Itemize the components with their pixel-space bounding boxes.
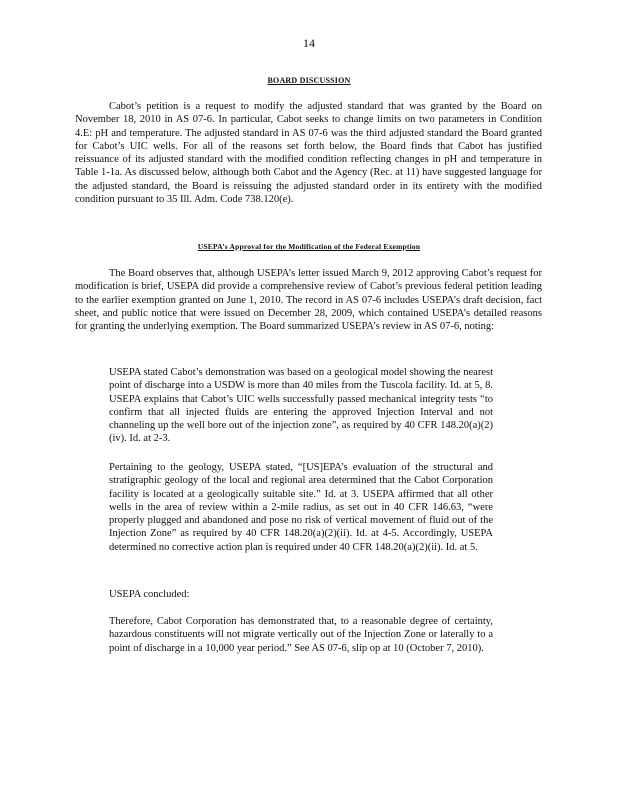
paragraph-usepa-review: The Board observes that, although USEPA’s letter issued March 9, 2012 approving Cabot’s request for modification is brief, USEPA did provide a comprehensive review of Cabot’s previous federal petition leading to the earlier exemption granted on June 1, 2010. The record in AS 07-6 includes USEPA’s draft decision, fact sheet, and public notice that were issued on December 28, 2009, which contained USEPA’s detailed reasons for granting the underlying exemption. The Board summarized USEPA’s review in AS 07-6, noting: (75, 268, 542, 333)
block-quote-demonstration: USEPA stated Cabot’s demonstration was based on a geological model showing the nearest point of discharge into a USDW is more than 40 miles from the Tuscola facility. Id. at 5, 8. USEPA explains that Cabot’s UIC wells successfully passed mechanical integrity tests “to confirm that all injected fluids are entering the approved Injection Interval and not channeling up the well bore out of the injection zone”, as required by 40 CFR 148.20(a)(2)(iv). Id. at 2-3. (109, 367, 493, 445)
block-quote-geology: Pertaining to the geology, USEPA stated, “[US]EPA’s evaluation of the structural and stratigraphic geology of the local and regional area determined that the Cabot Corporation facility is located at a geologically suitable site.” Id. at 3. USEPA affirmed that all other wells in the area of review within a 2-mile radius, as set out in 40 CFR 146.63, “were properly plugged and abandoned and pose no risk of vertical movement of fluid out of the Injection Zone” as required by 40 CFR 148.20(a)(2)(ii). Id. at 4-5. Accordingly, USEPA determined no corrective action plan is required under 40 CFR 148.20(a)(2)(ii). Id. at 5. (109, 462, 493, 553)
block-quote-conclusion: Therefore, Cabot Corporation has demonstrated that, to a reasonable degree of certainty, hazardous constituents will not migrate vertically out of the Injection Zone or laterally to a point of discharge in a 10,000 year period.” See AS 07-6, slip op at 10 (October 7, 2010). (109, 616, 493, 654)
block-quote-concluded: USEPA concluded: (109, 589, 190, 600)
subsection-heading: USEPA’s Approval for the Modification of the Federal Exemption (197, 242, 421, 251)
paragraph-petition: Cabot’s petition is a request to modify the adjusted standard that was granted by the Board on November 18, 2010 in AS 07-6. In particular, Cabot seeks to change limits on two parameters in Condition 4.E: pH and temperature. The adjusted standard in AS 07-6 was the third adjusted standard the Board granted for Cabot’s UIC wells. For all of the reasons set forth below, the Board finds that Cabot has justified reissuance of its adjusted standard with the modified condition reflecting changes in pH and temperature in Table 1-1a. As discussed below, although both Cabot and the Agency (Rec. at 11) have suggested language for the adjusted standard, the Board is reissuing the adjusted standard order in its entirety with the modified condition pursuant to 35 Ill. Adm. Code 738.120(e). (75, 101, 542, 206)
page-number: 14 (303, 36, 315, 50)
section-heading: BOARD DISCUSSION (267, 76, 351, 85)
